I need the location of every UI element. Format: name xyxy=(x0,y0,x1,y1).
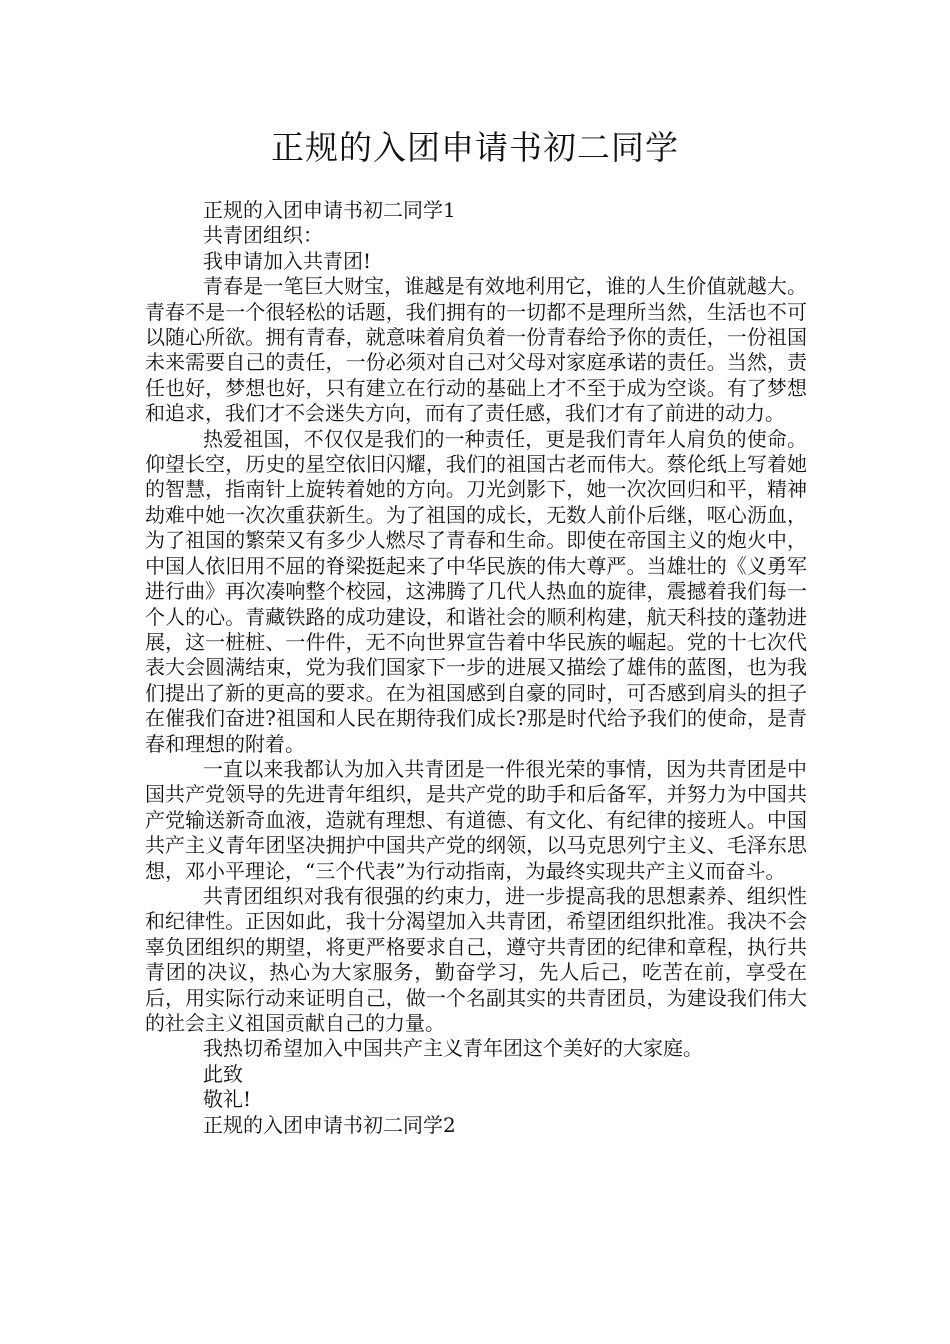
paragraph-motherland: 热爱祖国，不仅仅是我们的一种责任，更是我们青年人肩负的使命。仰望长空，历史的星空依旧闪耀，我们的祖国古老而伟大。蔡伦纸上写着她的智慧，指南针上旋转着她的方向。刀光剑影下，她一次次回归和平，精神劫难中她一次次重获新生。为了祖国的成长，无数人前仆后继，呕心沥血，为了祖国的繁荣又有多少人燃尽了青春和生命。即使在帝国主义的炮火中，中国人依旧用不屈的脊梁挺起来了中华民族的伟大尊严。当雄壮的《义勇军进行曲》再次凑响整个校园，这沸腾了几代人热血的旋律，震撼着我们每一个人的心。青藏铁路的成功建设，和谐社会的顺利构建，航天科技的蓬勃进展，这一桩桩、一件件，无不向世界宣告着中华民族的崛起。党的十七次代表大会圆满结束，党为我们国家下一步的进展又描绘了雄伟的蓝图，也为我们提出了新的更高的要求。在为祖国感到自豪的同时，可否感到肩头的担子在催我们奋进?祖国和人民在期待我们成长?那是时代给予我们的使命，是青春和理想的附着。 xyxy=(145,426,807,756)
section-heading-1: 正规的入团申请书初二同学1 xyxy=(203,198,456,222)
paragraph-league-honor: 一直以来我都认为加入共青团是一件很光荣的事情，因为共青团是中国共产党领导的先进青年组织，是共产党的助手和后备军，并努力为中国共产党输送新奇血液，造就有理想、有道德、有文化、有纪律的接班人。中国共产主义青年团坚决拥护中国共产党的纲领，以马克思列宁主义、毛泽东思想，邓小平理论，“三个代表”为行动指南，为最终实现共产主义而奋斗。 xyxy=(145,756,807,883)
section-heading-2: 正规的入团申请书初二同学2 xyxy=(203,1112,456,1137)
salutation: 共青团组织： xyxy=(203,223,323,248)
paragraph-hope: 我热切希望加入中国共产主义青年团这个美好的大家庭。 xyxy=(203,1036,703,1061)
document-title: 正规的入团申请书初二同学 xyxy=(271,128,679,167)
closing-cizhi: 此致 xyxy=(203,1061,243,1086)
document-body xyxy=(145,198,807,1138)
application-statement: 我申请加入共青团! xyxy=(203,248,372,273)
paragraph-commitment: 共青团组织对我有很强的约束力，进一步提高我的思想素养、组织性和纪律性。正因如此，我十分渴望加入共青团，希望团组织批准。我决不会辜负团组织的期望，将更严格要求自己，遵守共青团的纪律和章程，执行共青团的决议，热心为大家服务，勤奋学习，先人后己，吃苦在前，享受在后，用实际行动来证明自己，做一个名副其实的共青团员，为建设我们伟大的社会主义祖国贡献自己的力量。 xyxy=(145,883,807,1035)
paragraph-youth: 青春是一笔巨大财宝，谁越是有效地利用它，谁的人生价值就越大。青春不是一个很轻松的话题，我们拥有的一切都不是理所当然，生活也不可以随心所欲。拥有青春，就意味着肩负着一份青春给予你的责任，一份祖国未来需要自己的责任，一份必须对自己对父母对家庭承诺的责任。当然，责任也好，梦想也好，只有建立在行动的基础上才不至于成为空谈。有了梦想和追求，我们才不会迷失方向，而有了责任感，我们才有了前进的动力。 xyxy=(145,274,807,426)
closing-jingli: 敬礼! xyxy=(203,1087,252,1112)
